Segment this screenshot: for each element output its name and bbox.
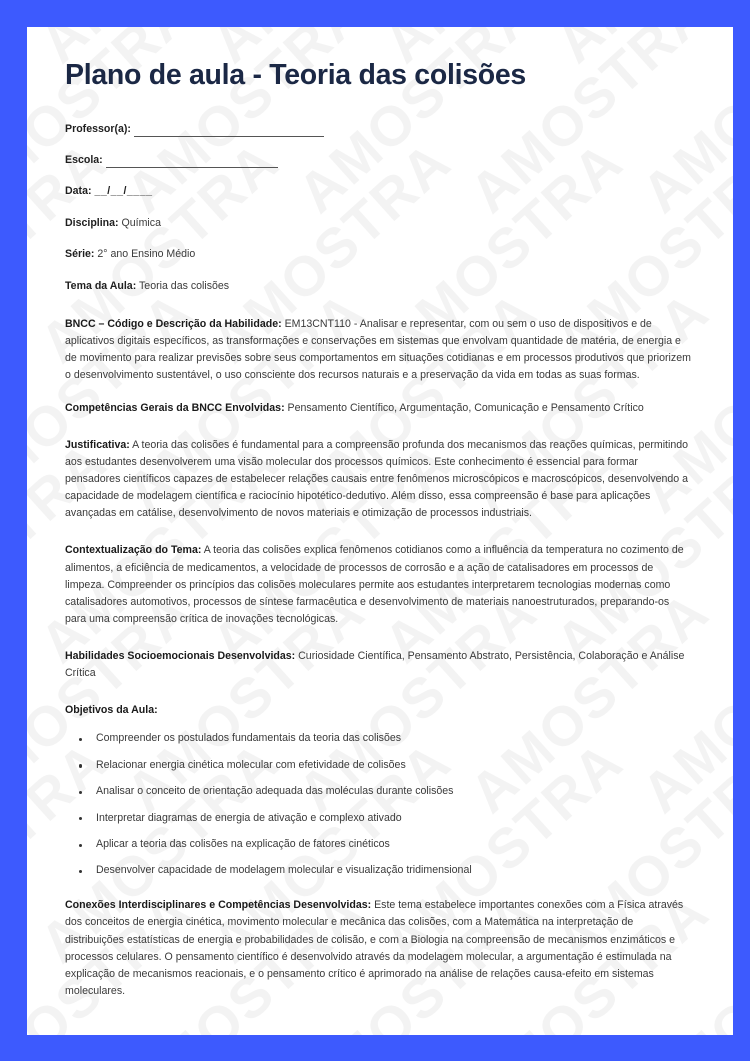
objectives-heading: Objetivos da Aula: [65, 703, 158, 716]
document-page [27, 27, 733, 1035]
field-value-disciplina: Química [121, 216, 161, 229]
objective-text: Compreender os postulados fundamentais da teoria das colisões [96, 732, 402, 745]
watermark-amostra [27, 1028, 291, 1035]
field-value-tema: Teoria das colisões [139, 279, 230, 292]
section-body-conexoes-interdisciplinares: Este tema estabelece importantes conexões com a Física através dos conceitos de energia cinética, movimento molecular e mecânica das colisões, com a Matemática na interpretação de distribuições estatísticas de energia e probabilidades de colisão, e com a Biologia na compreensão de mecanismos enzimáticos e processos celulares. O pensamento científico é desenvolvido através da modelagem molecular, a argumentação é estimulada na explicação de mecanismos reacionais, e o pensamento crítico é aprimorado na análise de relações causa-efeito em sistemas moleculares. [65, 899, 684, 998]
field-label-disciplina: Disciplina: [65, 216, 119, 229]
watermark-amostra [543, 1028, 733, 1035]
field-row-disciplina [65, 216, 693, 231]
section-bncc-habilidade [65, 316, 693, 385]
field-label-tema: Tema da Aula: [65, 279, 137, 292]
objectives-list [65, 731, 693, 879]
section-lead-competencias-gerais: Competências Gerais da BNCC Envolvidas: [65, 401, 285, 414]
field-input-escola[interactable] [106, 156, 278, 168]
objective-text: Desenvolver capacidade de modelagem molecular e visualização tridimensional [96, 864, 472, 877]
section-conexoes-interdisciplinares [65, 897, 693, 1000]
section-body-competencias-gerais: Pensamento Científico, Argumentação, Comunicação e Pensamento Crítico [284, 401, 644, 414]
field-label-data: Data: [65, 185, 92, 198]
field-input-data[interactable]: __/__/____ [94, 185, 153, 198]
objective-text: Relacionar energia cinética molecular com efetividade de colisões [96, 758, 406, 771]
section-body-contextualizacao: A teoria das colisões explica fenômenos cotidianos como a influência da temperatura no cozimento de alimentos, a eficiência de medicamentos, a velocidade de processos de corrosão e a ação de catalisadores em processos de limpeza. Compreender os princípios das colisões moleculares permite aos estudantes interpretarem tecnologias modernas como catalisadores automotivos, processos de síntese farmacêutica e desenvolvimento de materiais nanoestruturados, preparando-os para uma compreensão crítica de inovações tecnológicas. [65, 544, 684, 626]
field-value-serie: 2° ano Ensino Médio [97, 248, 196, 261]
field-row-escola [65, 153, 693, 168]
objective-text: Interpretar diagramas de energia de ativação e complexo ativado [96, 811, 402, 824]
objective-text: Aplicar a teoria das colisões na explicação de fatores cinéticos [96, 838, 390, 851]
field-label-escola: Escola: [65, 154, 103, 167]
section-lead-bncc-habilidade: BNCC – Código e Descrição da Habilidade: [65, 317, 282, 330]
section-competencias-gerais [65, 400, 693, 417]
field-row-tema [65, 279, 693, 294]
field-row-data [65, 184, 693, 199]
list-item [65, 758, 693, 774]
section-lead-contextualizacao: Contextualização do Tema: [65, 544, 202, 557]
document-content [27, 27, 733, 1000]
field-row-serie [65, 247, 693, 262]
section-justificativa [65, 437, 693, 523]
watermark-amostra [715, 1028, 733, 1035]
watermark-amostra [371, 1028, 635, 1035]
page-title: Plano de aula - Teoria das colisões [65, 59, 526, 91]
section-contextualizacao [65, 542, 693, 628]
objective-text: Analisar o conceito de orientação adequada das moléculas durante colisões [96, 785, 454, 798]
section-lead-conexoes-interdisciplinares: Conexões Interdisciplinares e Competências Desenvolvidas: [65, 899, 372, 912]
list-item [65, 784, 693, 800]
list-item [65, 731, 693, 747]
field-input-professor[interactable] [134, 125, 324, 137]
section-body-habilidades-socioemocionais: Curiosidade Científica, Pensamento Abstrato, Persistência, Colaboração e Análise Crítica [65, 650, 685, 680]
watermark-amostra [199, 1028, 463, 1035]
section-lead-justificativa: Justificativa: [65, 438, 130, 451]
section-body-bncc-habilidade: EM13CNT110 - Analisar e representar, com ou sem o uso de dispositivos e de aplicativos digitais específicos, as transformações e conservações em sistemas que envolvam quantidade de matéria, de energia e de movimento para realizar previsões sobre seus comportamentos em situações cotidianas e em processos produtivos que priorizem o desenvolvimento sustentável, o uso consciente dos recursos naturais e a preservação da vida em todas as suas formas. [65, 317, 691, 382]
section-habilidades-socioemocionais [65, 648, 693, 682]
list-item [65, 863, 693, 879]
section-body-justificativa: A teoria das colisões é fundamental para a compreensão profunda dos mecanismos das reações químicas, permitindo aos estudantes desenvolverem uma visão molecular dos processos químicos. Este conhecimento é essencial para formar pensadores científicos capazes de estabelecer relações causais entre fenômenos microscópicos e macroscópicos, desenvolvendo a capacidade de modelagem científica e raciocínio hipotético-dedutivo. Além disso, essa compreensão é base para aplicações avançadas em catálise, desenvolvimento de novos materiais e otimização de processos industriais. [65, 438, 689, 520]
field-row-professor [65, 122, 693, 137]
field-label-professor: Professor(a): [65, 122, 131, 135]
watermark-amostra [27, 1028, 119, 1035]
list-item [65, 837, 693, 853]
field-label-serie: Série: [65, 248, 95, 261]
list-item [65, 811, 693, 827]
section-lead-habilidades-socioemocionais: Habilidades Socioemocionais Desenvolvidas: [65, 650, 296, 663]
